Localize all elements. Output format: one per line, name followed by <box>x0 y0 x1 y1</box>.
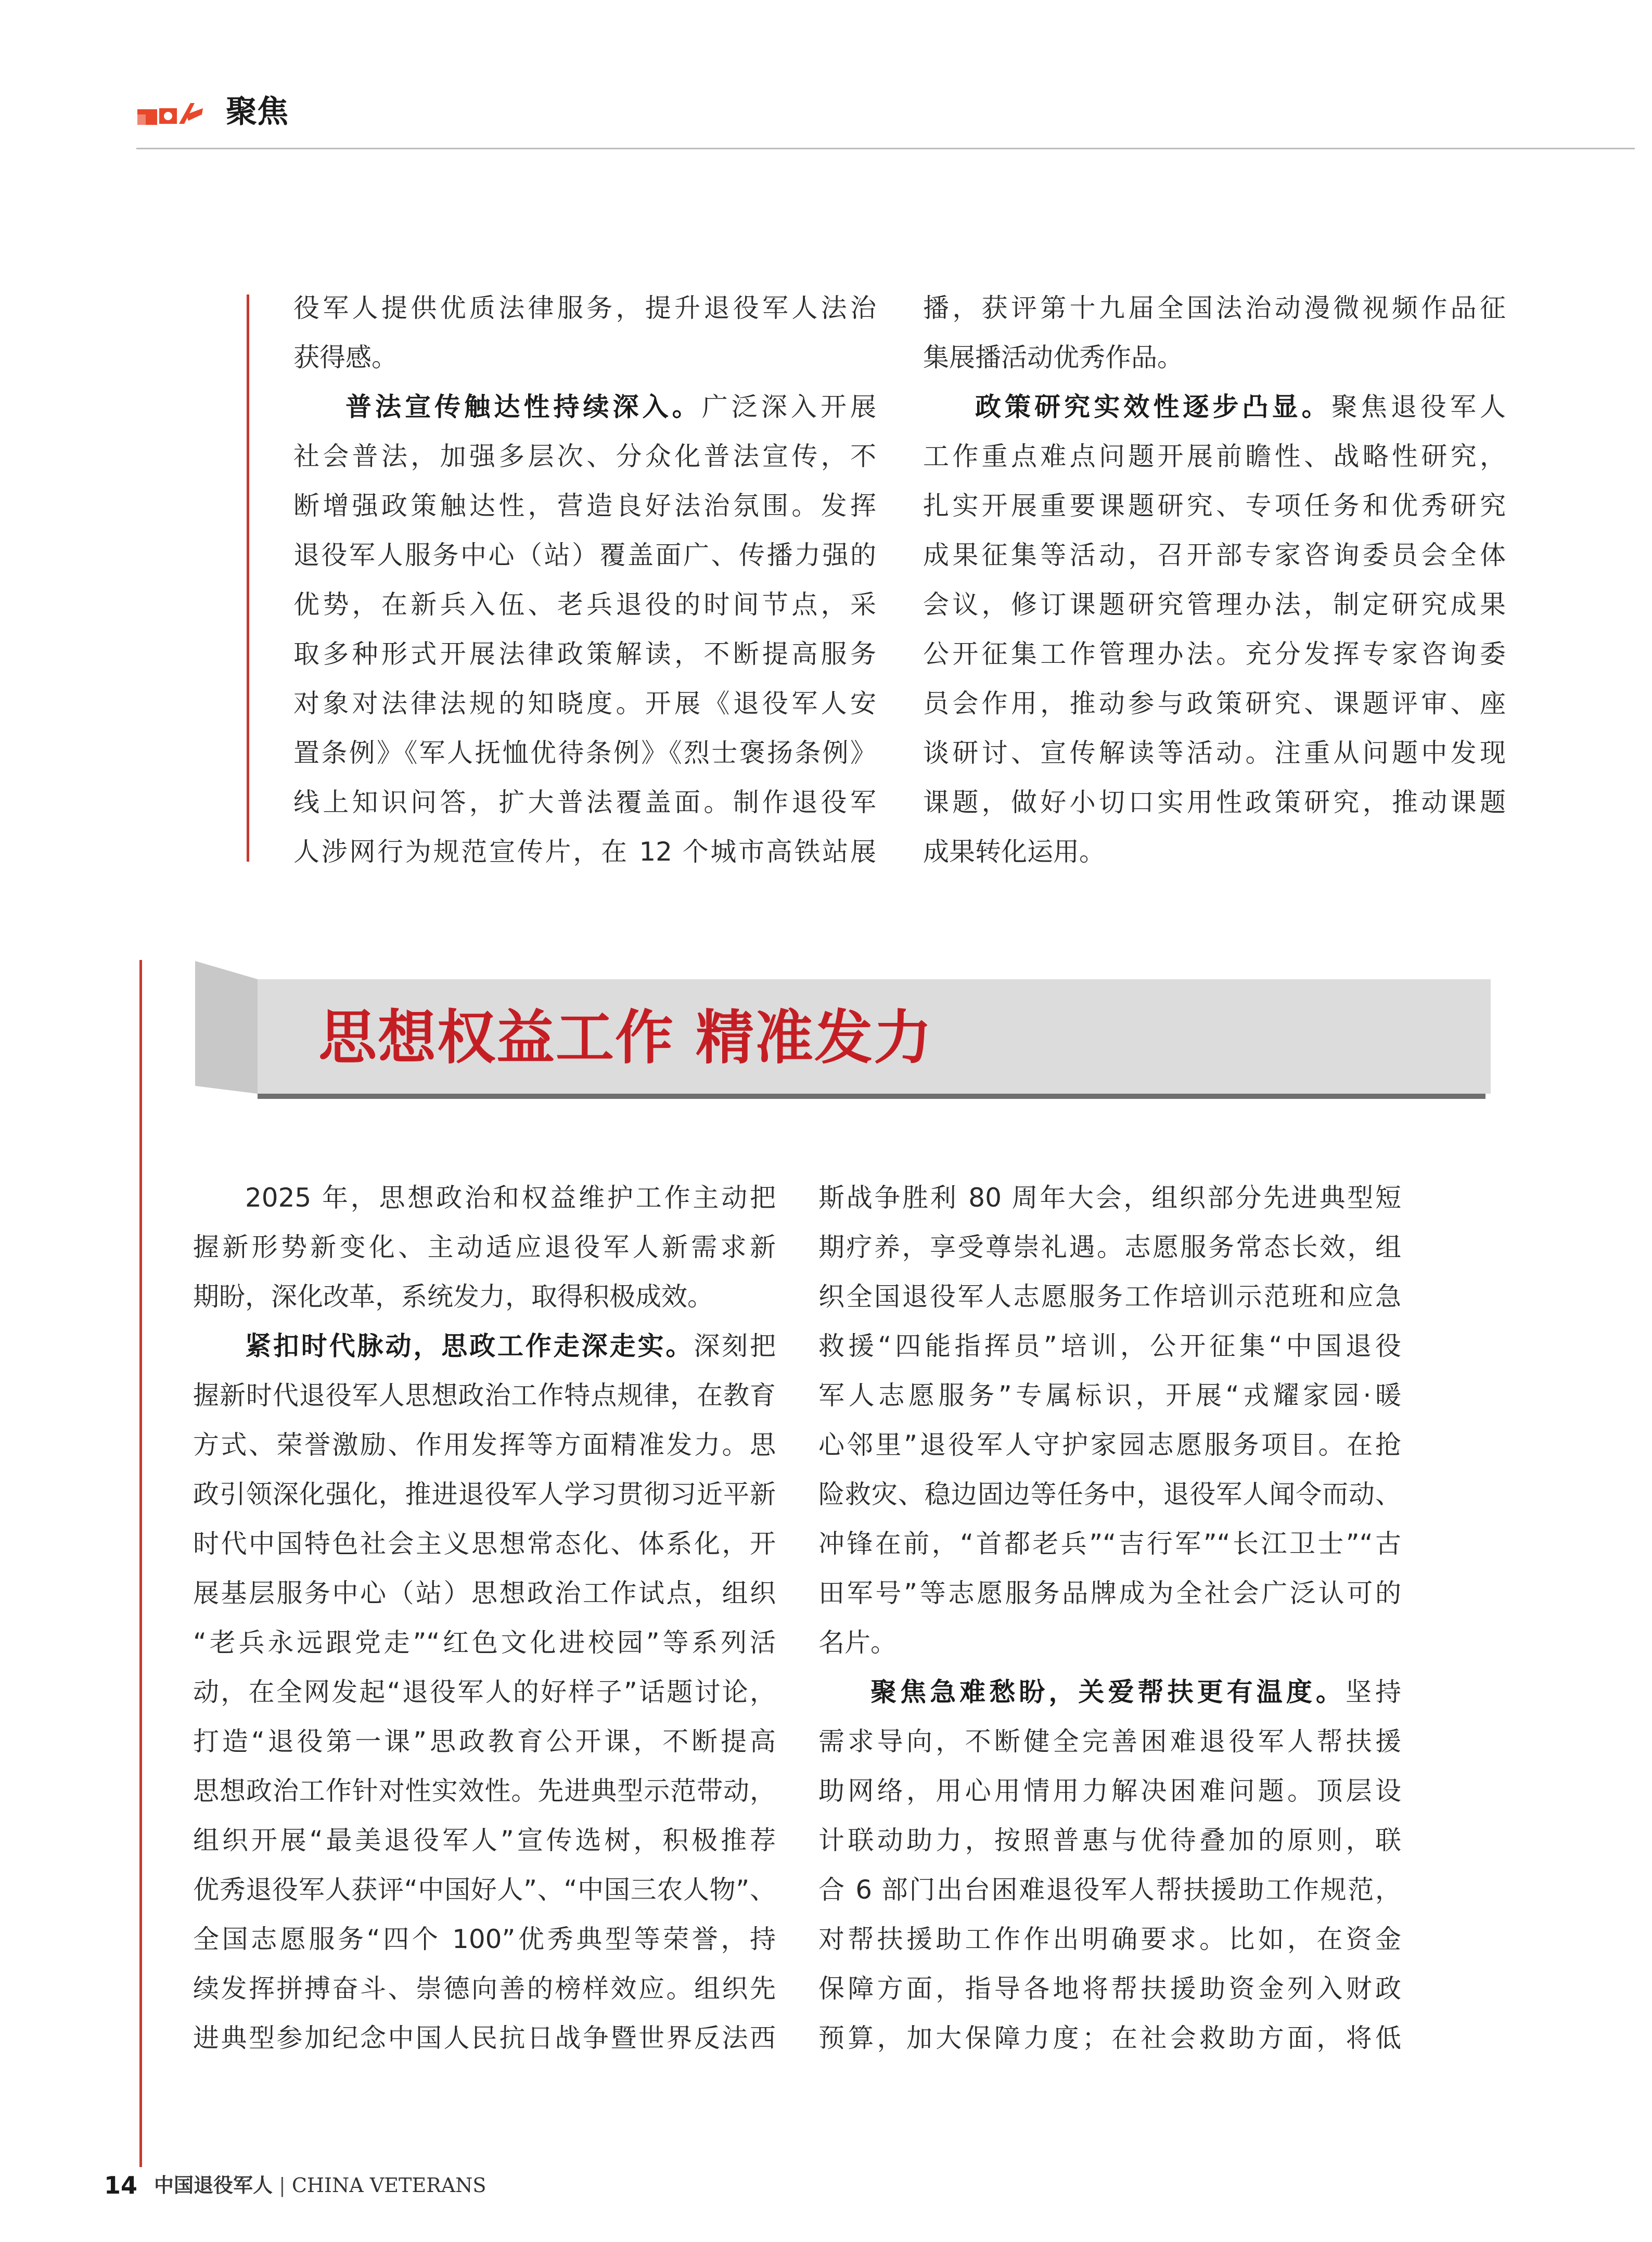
text-line: 役军人提供优质法律服务，提升退役军人法治 <box>293 293 876 323</box>
text-line: 公开征集工作管理办法。充分发挥专家咨询委 <box>923 639 1506 669</box>
text-line: 名片。 <box>818 1628 897 1658</box>
text-line: 工作重点难点问题开展前瞻性、战略性研究， <box>923 441 1506 471</box>
text-line: 普法宣传触达性持续深入。广泛深入开展 <box>345 392 877 422</box>
text-line: 打造“退役第一课”思政教育公开课，不断提高 <box>193 1726 776 1757</box>
magazine-logo-icon <box>136 99 204 130</box>
top-column-right <box>923 284 1506 877</box>
text-line: 预算，加大保障力度；在社会救助方面，将低 <box>818 2023 1401 2053</box>
text-line: 政策研究实效性逐步凸显。聚焦退役军人 <box>975 392 1506 422</box>
text-line: 优势，在新兵入伍、老兵退役的时间节点，采 <box>293 590 876 620</box>
footer-separator: | <box>279 2174 286 2197</box>
text-line: 思想政治工作针对性实效性。先进典型示范带动， <box>193 1776 776 1806</box>
text-line: 计联动助力，按照普惠与优待叠加的原则，联 <box>818 1825 1401 1855</box>
text-line: 谈研讨、宣传解读等活动。注重从问题中发现 <box>923 738 1506 768</box>
text-line: 助网络，用心用情用力解决困难问题。顶层设 <box>818 1776 1401 1806</box>
text-line: 播，获评第十九届全国法治动漫微视频作品征 <box>923 293 1506 323</box>
text-line: 紧扣时代脉动，思政工作走深走实。深刻把 <box>245 1331 776 1361</box>
text-line: 会议，修订课题研究管理办法，制定研究成果 <box>923 590 1506 620</box>
text-line: 时代中国特色社会主义思想常态化、体系化，开 <box>193 1529 776 1559</box>
text-line: 政引领深化强化，推进退役军人学习贯彻习近平新 <box>193 1479 776 1509</box>
text-line: 动，在全网发起“退役军人的好样子”话题讨论， <box>193 1677 776 1707</box>
text-line: 退役军人服务中心（站）覆盖面广、传播力强的 <box>293 540 876 570</box>
text-line: 保障方面，指导各地将帮扶援助资金列入财政 <box>818 1974 1401 2004</box>
text-line: 优秀退役军人获评“中国好人”、“中国三农人物”、 <box>193 1875 776 1905</box>
accent-bar-top <box>247 294 249 862</box>
text-line: 对象对法律法规的知晓度。开展《退役军人安 <box>293 688 876 719</box>
text-line: 2025 年，思想政治和权益维护工作主动把 <box>245 1183 776 1213</box>
section-label: 聚焦 <box>226 94 288 130</box>
paragraph-lead: 政策研究实效性逐步凸显。 <box>975 392 1331 422</box>
text-line: 全国志愿服务“四个 100”优秀典型等荣誉，持 <box>193 1924 776 1954</box>
text-line: 展基层服务中心（站）思想政治工作试点，组织 <box>193 1578 776 1608</box>
text-line: 险救灾、稳边固边等任务中，退役军人闻令而动、 <box>818 1479 1401 1509</box>
text-line: 取多种形式开展法律政策解读，不断提高服务 <box>293 639 876 669</box>
top-column-left <box>293 284 876 877</box>
text-line: 续发挥拼搏奋斗、崇德向善的榜样效应。组织先 <box>193 1974 776 2004</box>
text-line: 扎实开展重要课题研究、专项任务和优秀研究 <box>923 491 1506 521</box>
footer-masthead <box>154 2170 486 2201</box>
paragraph-lead: 普法宣传触达性持续深入。 <box>345 392 702 422</box>
text-line: 需求导向，不断健全完善困难退役军人帮扶援 <box>818 1726 1401 1757</box>
page-number: 14 <box>104 2171 138 2199</box>
header-divider <box>136 148 1635 149</box>
text-line: 合 6 部门出台困难退役军人帮扶援助工作规范， <box>818 1875 1401 1905</box>
text-line: 救援“四能指挥员”培训，公开征集“中国退役 <box>818 1331 1401 1361</box>
text-line: 组织开展“最美退役军人”宣传选树，积极推荐 <box>193 1825 776 1855</box>
accent-bar-bottom <box>139 960 142 2167</box>
text-line: 人涉网行为规范宣传片，在 12 个城市高铁站展 <box>293 837 876 867</box>
text-line: 课题，做好小切口实用性政策研究，推动课题 <box>923 787 1506 817</box>
text-line: 集展播活动优秀作品。 <box>923 342 1183 373</box>
text-line: 断增强政策触达性，营造良好法治氛围。发挥 <box>293 491 876 521</box>
text-line: 期盼，深化改革，系统发力，取得积极成效。 <box>193 1282 713 1312</box>
text-line: 进典型参加纪念中国人民抗日战争暨世界反法西 <box>193 2023 776 2053</box>
text-line: 员会作用，推动参与政策研究、课题评审、座 <box>923 688 1506 719</box>
text-line: 握新形势新变化、主动适应退役军人新需求新 <box>193 1232 776 1262</box>
text-line: “老兵永远跟党走”“红色文化进校园”等系列活 <box>193 1628 776 1658</box>
text-line: 握新时代退役军人思想政治工作特点规律，在教育 <box>193 1380 776 1411</box>
text-line: 田军号”等志愿服务品牌成为全社会广泛认可的 <box>818 1578 1401 1608</box>
text-line: 成果转化运用。 <box>923 837 1105 867</box>
paragraph-lead: 聚焦急难愁盼，关爱帮扶更有温度。 <box>870 1677 1346 1707</box>
text-line: 线上知识问答，扩大普法覆盖面。制作退役军 <box>293 787 876 817</box>
text-line: 获得感。 <box>293 342 398 373</box>
paragraph-lead: 紧扣时代脉动，思政工作走深走实。 <box>245 1331 694 1361</box>
text-line: 聚焦急难愁盼，关爱帮扶更有温度。坚持 <box>870 1677 1402 1707</box>
text-line: 期疗养，享受尊崇礼遇。志愿服务常态长效，组 <box>818 1232 1401 1262</box>
text-line: 冲锋在前，“首都老兵”“吉行军”“长江卫士”“古 <box>818 1529 1401 1559</box>
text-line: 军人志愿服务”专属标识，开展“戎耀家园·暖 <box>818 1380 1401 1411</box>
text-line: 斯战争胜利 80 周年大会，组织部分先进典型短 <box>818 1183 1401 1213</box>
magazine-name-cn: 中国退役军人 <box>154 2174 273 2197</box>
bottom-column-right <box>818 1173 1401 2063</box>
text-line: 对帮扶援助工作作出明确要求。比如，在资金 <box>818 1924 1401 1954</box>
bottom-column-left <box>193 1173 776 2063</box>
text-line: 社会普法，加强多层次、分众化普法宣传，不 <box>293 441 876 471</box>
text-line: 织全国退役军人志愿服务工作培训示范班和应急 <box>818 1282 1401 1312</box>
text-line: 方式、荣誉激励、作用发挥等方面精准发力。思 <box>193 1430 776 1460</box>
text-line: 置条例》《军人抚恤优待条例》《烈士褒扬条例》 <box>293 738 876 768</box>
text-line: 成果征集等活动，召开部专家咨询委员会全体 <box>923 540 1506 570</box>
banner-title: 思想权益工作 精准发力 <box>318 1004 933 1072</box>
magazine-name-en: CHINA VETERANS <box>291 2174 486 2197</box>
text-line: 心邻里”退役军人守护家园志愿服务项目。在抢 <box>818 1430 1401 1460</box>
